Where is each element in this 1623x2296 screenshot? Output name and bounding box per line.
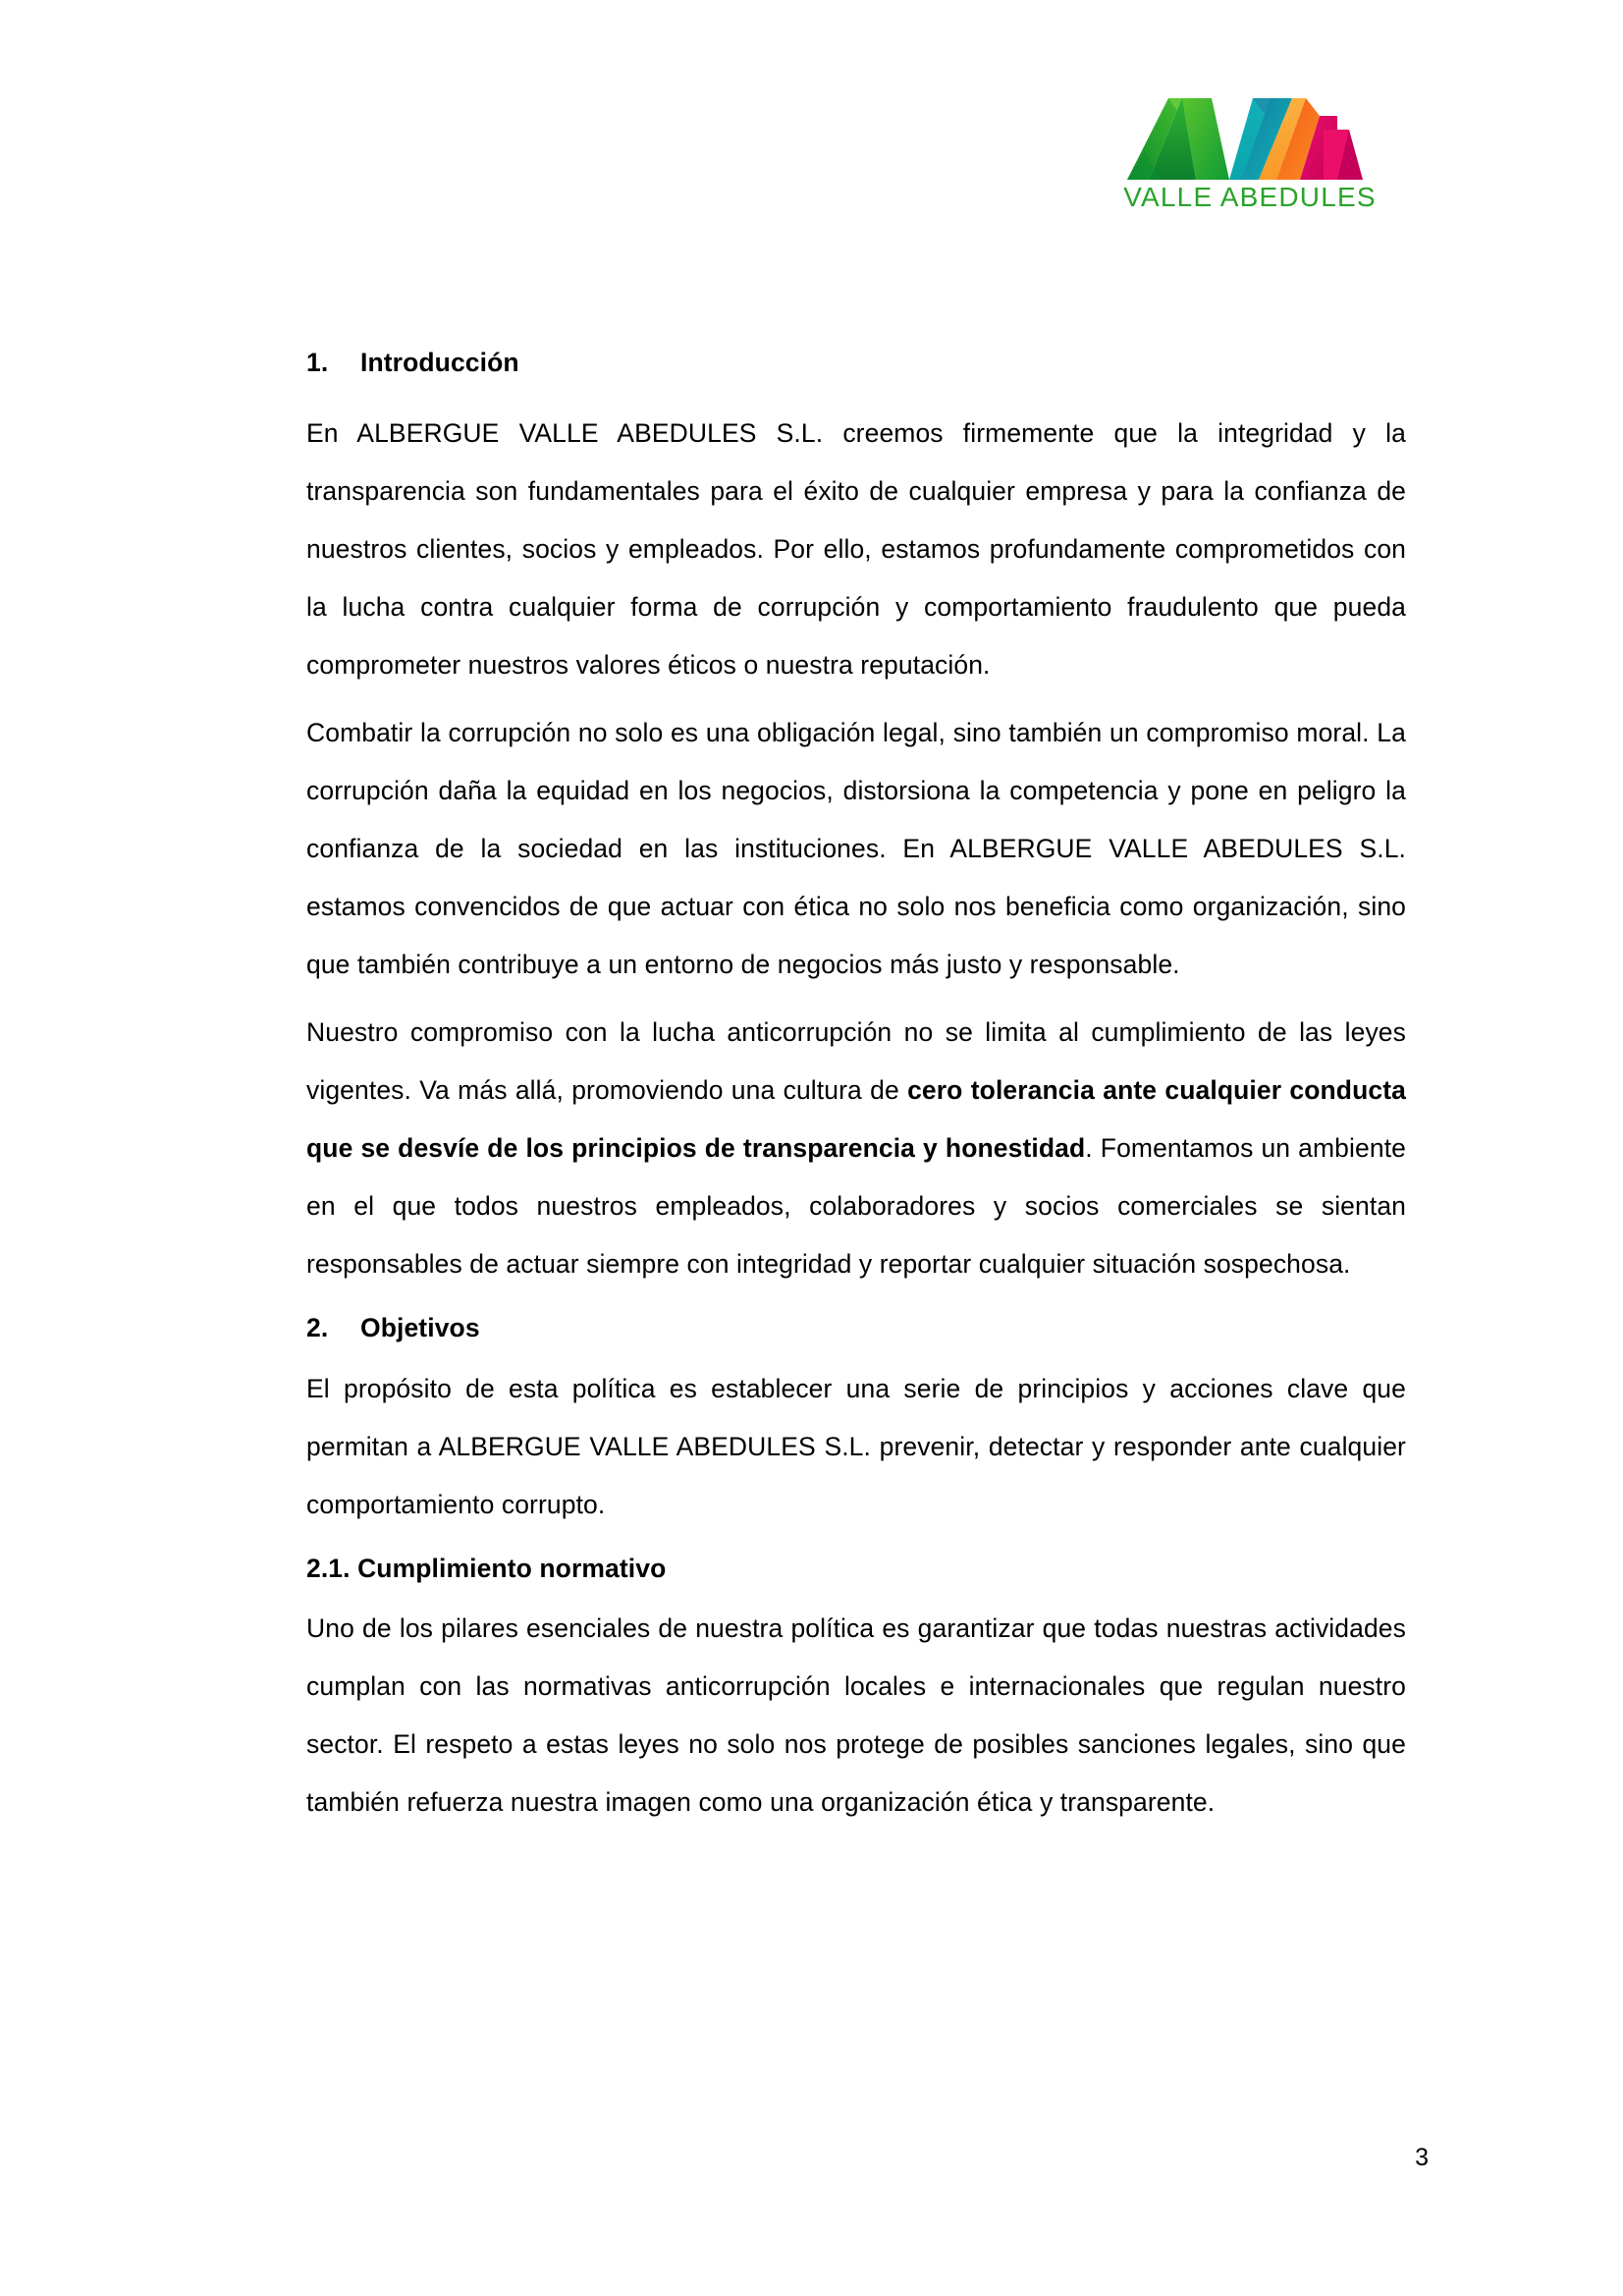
text-run: . Fomentamos un ambiente en el que todos nuestros empleados, colaboradores y socios comerciales se sientan responsables de actuar siempre con integridad y reportar cualquier situación sospechosa. (306, 1132, 1406, 1279)
logo-wordmark: VALLE ABEDULES (1123, 182, 1377, 212)
spacer (306, 1534, 1406, 1552)
spacer (306, 694, 1406, 704)
text-run-bold: cero tolerancia ante cualquier conducta que se desvíe de los principios de transparencia y honestidad (306, 1074, 1406, 1163)
section-heading-introduccion (306, 346, 1406, 381)
section-number: 1. (306, 348, 329, 377)
page-number: 3 (1415, 2144, 1429, 2171)
page-header (0, 0, 1623, 246)
section-title: Objetivos (360, 1312, 480, 1342)
valle-abedules-mountain-mark-icon (1127, 86, 1373, 180)
spacer (306, 1586, 1406, 1600)
spacer (306, 1346, 1406, 1360)
section-number: 2. (306, 1312, 329, 1342)
spacer (306, 381, 1406, 405)
document-body (306, 346, 1406, 1831)
text-run: En ALBERGUE VALLE ABEDULES S.L. creemos firmemente que la integridad y la transparencia son fundamentales para el éxito de cualquier empresa y para la confianza de nuestros clientes, socios y empleados. Por ello, estamos profundamente comprometidos con la lucha contra cualquier forma de corrupción y comportamiento fraudulento que pueda comprometer nuestros valores éticos o nuestra reputación. (306, 417, 1406, 680)
paragraph-cumplimiento-1 (306, 1600, 1406, 1831)
text-run: Nuestro compromiso con la lucha anticorrupción no se limita al cumplimiento de las leyes vigentes. Va más allá, promoviendo una cultura de (306, 1016, 1406, 1105)
paragraph-objetivos-1 (306, 1360, 1406, 1534)
paragraph-intro-1 (306, 405, 1406, 694)
company-logo (1108, 86, 1392, 224)
text-run: Uno de los pilares esenciales de nuestra política es garantizar que todas nuestras actividades cumplan con las normativas anticorrupción locales e internacionales que regulan nuestro sector. El respeto a estas leyes no solo nos protege de posibles sanciones legales, sino que también refuerza nuestra imagen como una organización ética y transparente. (306, 1613, 1406, 1818)
spacer (306, 1293, 1406, 1311)
text-run: El propósito de esta política es establecer una serie de principios y acciones clave que permitan a ALBERGUE VALLE ABEDULES S.L. prevenir, detectar y responder ante cualquier comportamiento corrupto. (306, 1373, 1406, 1519)
spacer (306, 994, 1406, 1004)
section-title: Introducción (360, 348, 519, 377)
paragraph-intro-3 (306, 1004, 1406, 1293)
section-heading-objetivos (306, 1311, 1406, 1346)
subsection-heading-cumplimiento-normativo: 2.1. Cumplimiento normativo (306, 1553, 667, 1583)
paragraph-intro-2 (306, 704, 1406, 994)
text-run: Combatir la corrupción no solo es una obligación legal, sino también un compromiso moral. La corrupción daña la equidad en los negocios, distorsiona la competencia y pone en peligro la confianza de la sociedad en las instituciones. En ALBERGUE VALLE ABEDULES S.L. estamos convencidos de que actuar con ética no solo nos beneficia como organización, sino que también contribuye a un entorno de negocios más justo y responsable. (306, 717, 1406, 979)
